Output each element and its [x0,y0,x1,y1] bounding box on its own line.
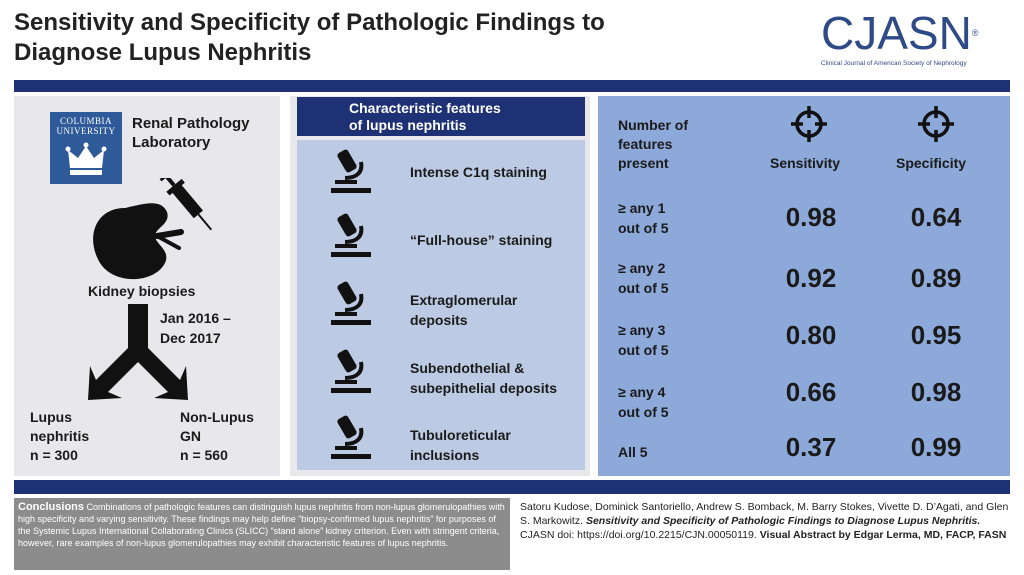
row-label [618,442,648,462]
features-count-heading-line-3: present [618,155,669,171]
lupus-nephritis-group [30,408,89,465]
feature-item [297,408,585,468]
row-label [618,258,669,298]
logo-line-1: COLUMBIA [59,116,112,126]
citation [520,500,1010,542]
feature-label-line-2: subepithelial deposits [410,380,558,396]
feature-label [410,358,557,398]
conclusions-box [14,498,510,570]
columbia-university-logo [50,112,122,184]
right-group-line-2: GN [180,428,201,444]
specificity-value: 0.98 [910,377,962,407]
feature-label-line-2: deposits [410,312,468,328]
specificity-value: 0.64 [910,202,962,232]
feature-label: Intense C1q staining [410,164,547,180]
specificity-value: 0.95 [910,320,962,350]
kidney-biopsy-icon [85,178,215,288]
row-label [618,198,669,238]
sensitivity-value: 0.92 [785,263,837,293]
crosshair-icon [791,106,827,142]
row-label-line-1: All 5 [618,444,648,460]
sensitivity-value: 0.80 [785,320,837,350]
features-count-heading [618,116,688,173]
row-label-line-2: out of 5 [618,280,669,296]
row-label-line-1: ≥ any 3 [618,322,666,338]
feature-item [297,342,585,402]
citation-credit: Visual Abstract by Edgar Lerma, MD, FACP, FASN [759,529,1007,541]
sensitivity-value: 0.98 [785,202,837,232]
citation-doi: CJASN doi: https://doi.org/10.2215/CJN.00050119. [520,529,757,541]
sensitivity-header: Sensitivity [770,155,841,171]
feature-label-line-1: Subendothelial & [410,360,525,376]
microscope-icon [331,414,371,460]
period-line-1: Jan 2016 – [160,310,231,326]
row-label-line-1: ≥ any 4 [618,384,666,400]
features-heading [297,97,585,136]
journal-logo [821,8,1006,67]
conclusions-label: Conclusions [18,501,85,513]
top-divider-bar [14,80,1010,92]
page-title [14,8,774,68]
conclusions-text: Combinations of pathologic features can distinguish lupus nephritis from non-lupus glomerulopathies with high specificity and varying sensitivity. These findings may help define “biopsy-confirmed lupus nephritis” for purposes of the Systemic Lupus International Collaborating Clinics (SLICC) “stand alone” kidney criterion. Even with stringent criteria, however, rare examples of non-lupus glomerulopathies may exhibit characteristic features of lupus nephritis. [18,502,505,548]
lab-name [132,114,250,152]
left-group-line-2: nephritis [30,428,90,444]
feature-label-line-2: inclusions [410,447,480,463]
lab-name-line-1: Renal Pathology [132,115,250,132]
row-label-line-1: ≥ any 2 [618,260,666,276]
row-label [618,320,669,360]
lab-name-line-2: Laboratory [132,134,211,151]
feature-label: “Full-house” staining [410,232,553,248]
row-label [618,382,669,422]
right-group-line-1: Non-Lupus [180,409,254,425]
title-line-2: Diagnose Lupus Nephritis [14,39,312,66]
title-line-1: Sensitivity and Specificity of Pathologic Findings to [14,9,605,36]
left-group-line-1: Lupus [30,409,72,425]
microscope-icon [331,348,371,394]
journal-name: CJASN [821,7,972,59]
row-label-line-1: ≥ any 1 [618,200,666,216]
specificity-value: 0.89 [910,263,962,293]
feature-label [410,425,511,465]
citation-article-title: Sensitivity and Specificity of Pathologic Findings to Diagnose Lupus Nephritis. [585,515,981,527]
logo-line-2: UNIVERSITY [56,126,116,136]
feature-label-line-1: Tubuloreticular [410,427,511,443]
sensitivity-value: 0.66 [785,377,837,407]
feature-label [410,290,517,330]
microscope-icon [331,280,371,326]
crosshair-icon [918,106,954,142]
feature-item [297,206,585,266]
features-count-heading-line-2: features [618,136,673,152]
crown-icon [64,140,108,180]
row-label-line-2: out of 5 [618,342,669,358]
journal-subtitle: Clinical Journal of American Society of Nephrology [821,60,967,67]
feature-label-line-1: Extraglomerular [410,292,518,308]
right-group-count: n = 560 [180,447,228,463]
bottom-divider-bar [14,480,1010,494]
trademark-mark: ® [971,28,979,38]
row-label-line-2: out of 5 [618,404,669,420]
sensitivity-value: 0.37 [785,432,837,462]
citation-authors: Satoru Kudose, Dominick Santoriello, Andrew S. Bomback, M. Barry Stokes, Vivette D. D’Agati, and Glen S. Markowitz. [520,501,1009,527]
feature-item [297,274,585,334]
row-label-line-2: out of 5 [618,220,669,236]
specificity-value: 0.99 [910,432,962,462]
period-line-2: Dec 2017 [160,330,221,346]
feature-item [297,142,585,202]
microscope-icon [331,212,371,258]
left-group-count: n = 300 [30,447,78,463]
non-lupus-group [180,408,254,465]
microscope-icon [331,148,371,194]
features-heading-line-1: Characteristic features [349,100,501,116]
specificity-header: Specificity [896,155,967,171]
kidney-biopsies-label: Kidney biopsies [88,283,196,299]
features-count-heading-line-1: Number of [618,117,688,133]
study-period [160,308,231,348]
features-heading-line-2: of lupus nephritis [349,117,467,133]
